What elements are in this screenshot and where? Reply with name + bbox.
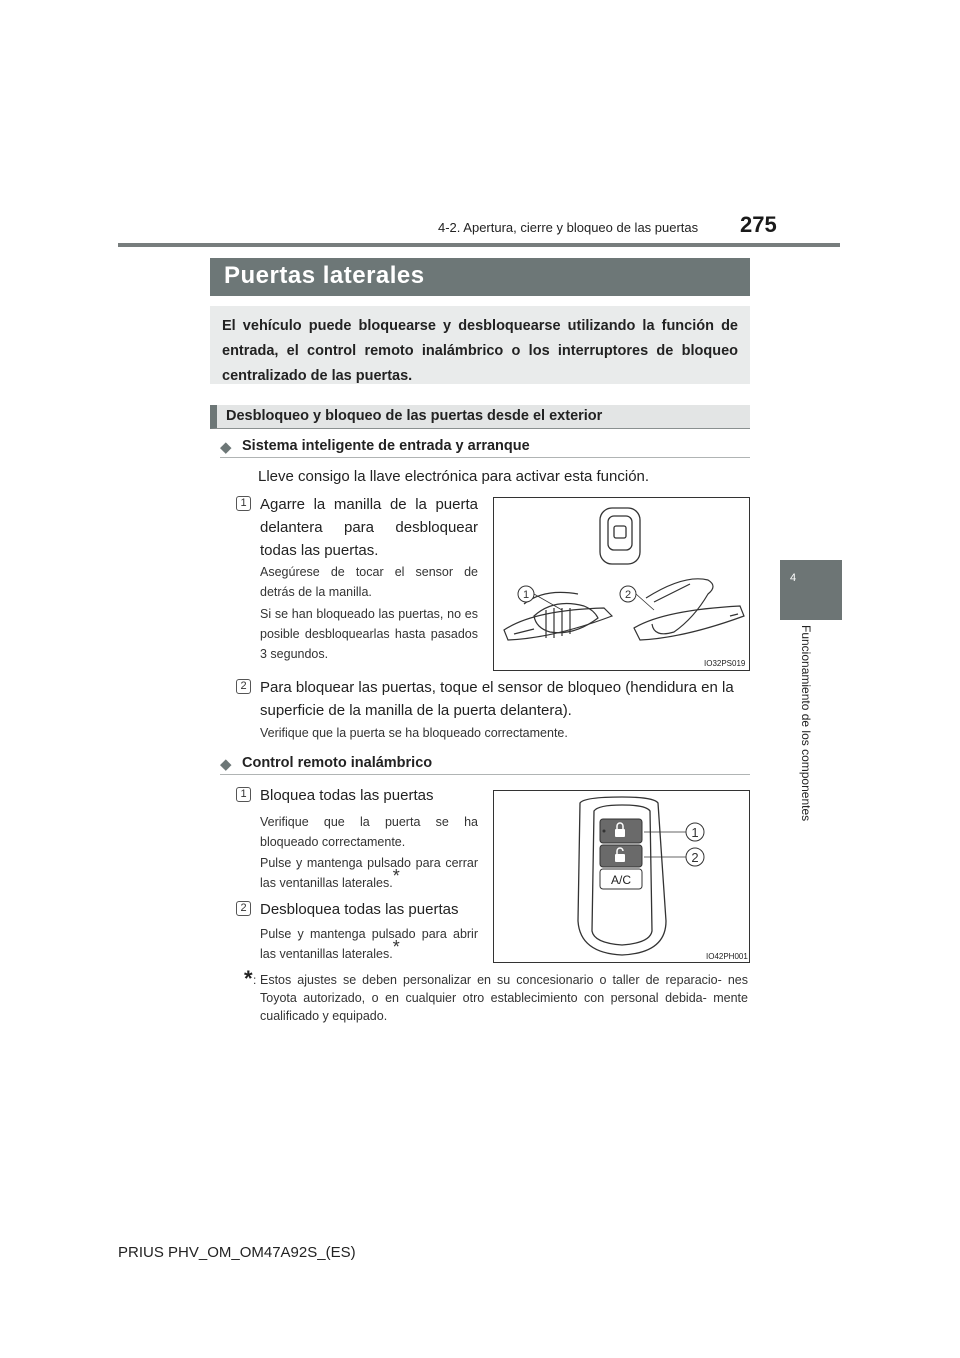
footnote-text: Estos ajustes se deben personalizar en su concesionario o taller de reparacio- nes Toyota autorizado, o en cualquier otro establecimiento con personal debida- mente cualificado y equipado. (260, 973, 748, 1023)
intro-box (210, 306, 750, 384)
diamond-icon: ◆ (220, 756, 232, 773)
smart-key-icon (600, 508, 640, 564)
page-title: Puertas laterales (224, 262, 425, 289)
chapter-label-text: Funcionamiento de los componentes (799, 625, 813, 822)
remote-step-number-1: 1 (236, 787, 251, 802)
door-handle-figure (493, 497, 750, 671)
subsection-heading (210, 405, 750, 429)
intro-text: El vehículo puede bloquearse y desbloquearse utilizando la función de entrada, el control remoto inalámbrico o los interruptores de bloqueo centralizado de las puertas. (222, 318, 738, 384)
remote-heading (220, 753, 750, 775)
remote-title: Control remoto inalámbrico (242, 755, 433, 771)
page-number: 275 (740, 212, 777, 237)
chapter-tab (780, 560, 842, 620)
remote-step1-note2 (260, 853, 478, 893)
remote-step2-note-text: Pulse y mantenga pulsado para abrir las ventanillas laterales. (260, 927, 478, 961)
smart-entry-heading (220, 436, 750, 458)
footnote-colon: : (253, 973, 257, 987)
remote-step-number-2: 2 (236, 901, 251, 916)
remote-step1-note2-text: Pulse y mantenga pulsado para cerrar las ventanillas laterales. (260, 856, 478, 890)
figure2-callout-1: 1 (691, 825, 699, 840)
remote-key-illustration (494, 791, 749, 962)
figure1-id: IO32PS019 (704, 659, 746, 668)
smart-entry-lead: Lleve consigo la llave electrónica para activar esta función. (258, 468, 650, 485)
asterisk-mark: * (392, 865, 400, 886)
smart-entry-step2-text: Para bloquear las puertas, toque el sensor de bloqueo (hendidura en la superficie de la manilla de la puerta delantera). (260, 679, 734, 719)
document-code: PRIUS PHV_OM_OM47A92S_(ES) (118, 1244, 356, 1261)
chapter-label (796, 625, 816, 848)
footnote-asterisk: * (244, 966, 253, 991)
remote-step2-text: Desbloquea todas las puertas (260, 901, 459, 918)
step-number-2: 2 (236, 679, 251, 694)
smart-entry-step1-note1: Asegúrese de tocar el sensor de detrás de la manilla. (260, 565, 478, 599)
remote-step1-note1: Verifique que la puerta se ha bloqueado correctamente. (260, 815, 478, 849)
subsection-title: Desbloqueo y bloqueo de las puertas desde el exterior (226, 408, 603, 424)
figure2-callout-2: 2 (691, 850, 699, 865)
smart-entry-title: Sistema inteligente de entrada y arranque (242, 438, 530, 454)
remote-key-figure (493, 790, 750, 963)
remote-step1-text: Bloquea todas las puertas (260, 787, 434, 804)
diamond-icon: ◆ (220, 439, 232, 456)
smart-entry-step1-note2: Si se han bloqueado las puertas, no es posible desbloquearlas hasta pasados 3 segundos. (260, 607, 478, 661)
page-title-bar (210, 258, 750, 296)
remote-step2-note (260, 924, 478, 964)
header-rule (118, 243, 840, 247)
smart-entry-step2-note: Verifique que la puerta se ha bloqueado correctamente. (260, 726, 568, 740)
section-breadcrumb: 4-2. Apertura, cierre y bloqueo de las puertas (438, 220, 699, 235)
chapter-number: 4 (790, 572, 797, 584)
door-handle-right (634, 579, 744, 640)
asterisk-mark: * (392, 936, 400, 957)
step-number-1: 1 (236, 496, 251, 511)
door-handle-illustration (494, 498, 749, 670)
figure2-id: IO42PH001 (706, 952, 748, 961)
smart-entry-step1-text: Agarre la manilla de la puerta delantera para desbloquear todas las puertas. (260, 496, 478, 559)
ac-button-label: A/C (610, 873, 632, 887)
figure1-callout-2: 2 (624, 589, 632, 601)
figure1-callout-1: 1 (522, 589, 530, 601)
